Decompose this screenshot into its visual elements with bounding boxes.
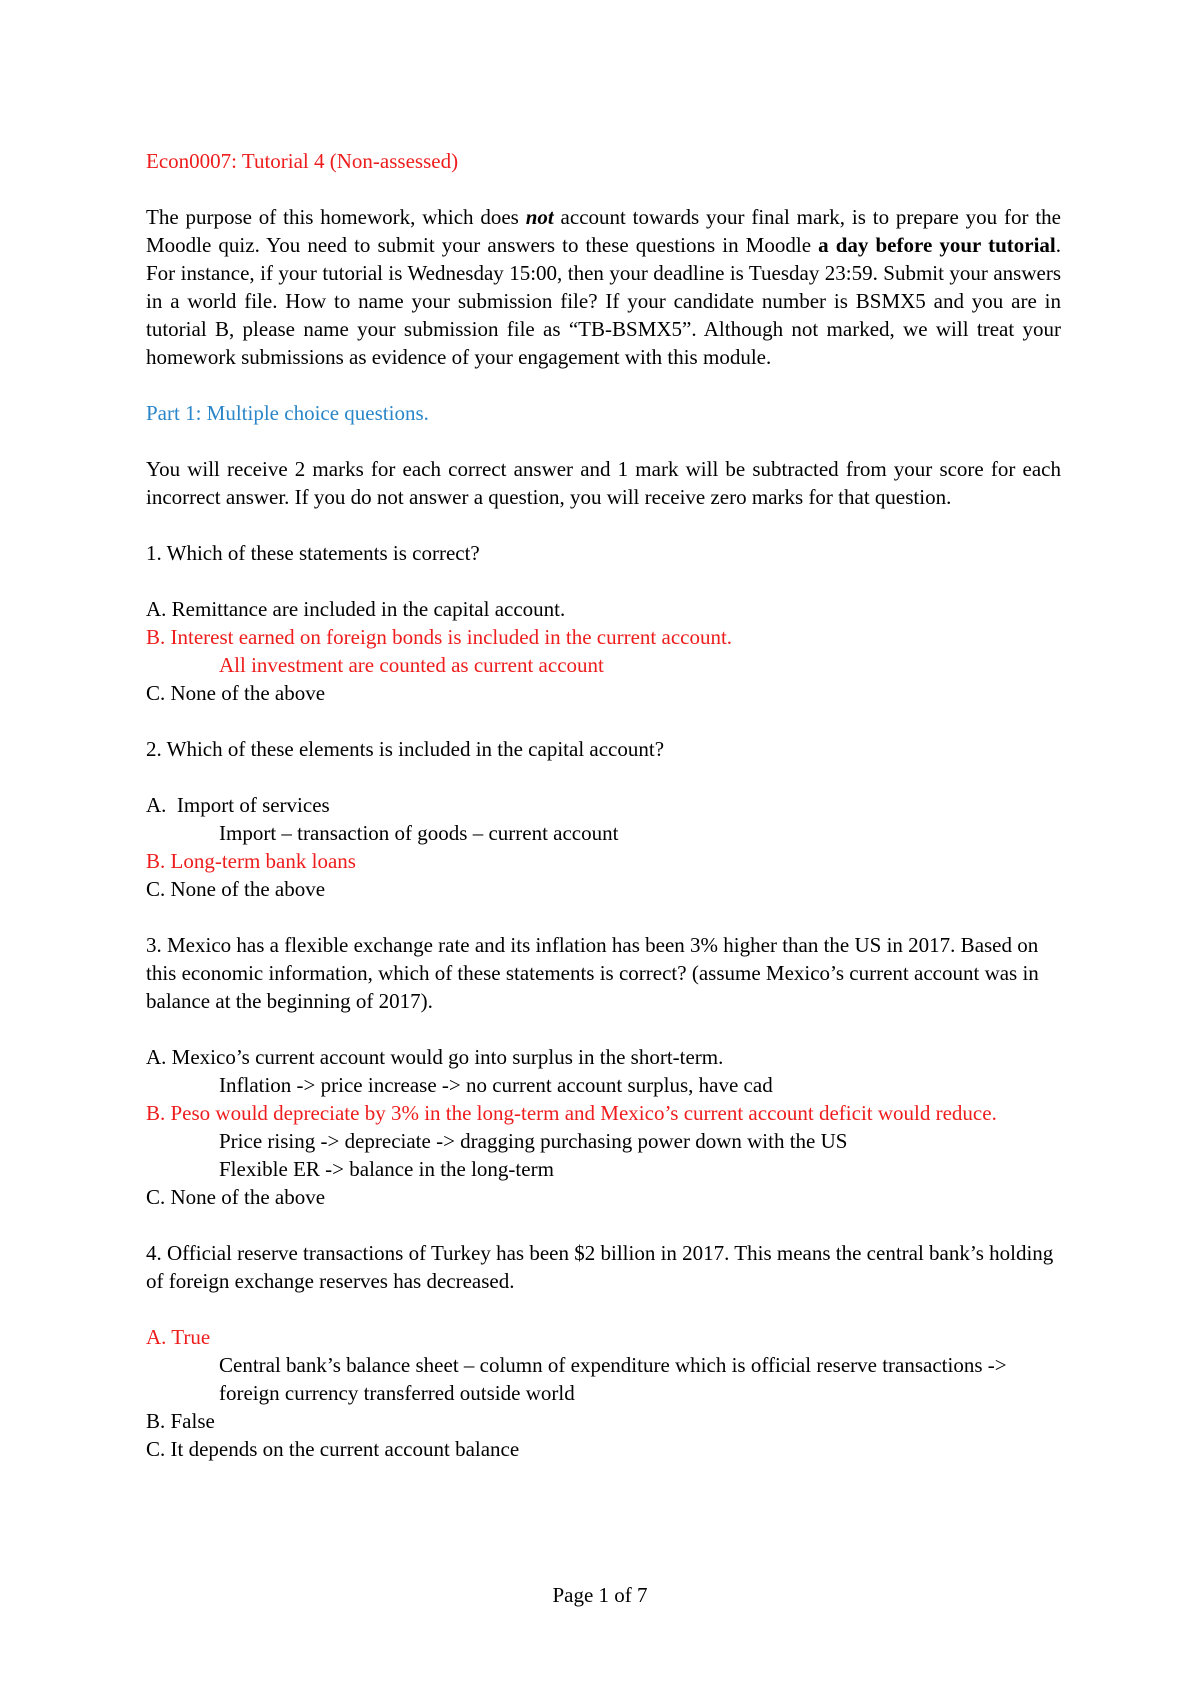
- q3-option-b-note-1: Price rising -> depreciate -> dragging purchasing power down with the US: [219, 1129, 848, 1153]
- intro-text-3: . For instance, if your tutorial is Wednesday 15:00, then your deadline is Tuesday 23:59. Submit your answers in a world file. How to name your submission file? If your candidate number is BSMX5 and you are in tutorial B, please name your submission file as “TB-BSMX5”. Although not marked, we will treat your homework submissions as evidence of your engagement with this module.: [146, 233, 1061, 369]
- q2-option-b: B. Long-term bank loans: [146, 849, 356, 873]
- q2-option-a: A. Import of services: [146, 793, 330, 817]
- intro-paragraph: [146, 203, 1061, 371]
- part1-heading: Part 1: Multiple choice questions.: [146, 401, 429, 425]
- question-3: 3. Mexico has a flexible exchange rate and its inflation has been 3% higher than the US in 2017. Based on this economic information, which of these statements is correct? (assume Mexico’s current account was in balance at the beginning of 2017).: [146, 933, 1039, 1013]
- q4-option-a: A. True: [146, 1325, 211, 1349]
- q4-option-c: C. It depends on the current account balance: [146, 1437, 520, 1461]
- question-2: 2. Which of these elements is included in the capital account?: [146, 737, 665, 761]
- scoring-paragraph: You will receive 2 marks for each correct answer and 1 mark will be subtracted from your score for each incorrect answer. If you do not answer a question, you will receive zero marks for that question.: [146, 457, 1061, 509]
- q4-option-a-note: Central bank’s balance sheet – column of expenditure which is official reserve transactions -> foreign currency transferred outside world: [219, 1353, 1007, 1405]
- page-number-footer: Page 1 of 7: [552, 1583, 648, 1607]
- q1-option-b: B. Interest earned on foreign bonds is included in the current account.: [146, 625, 733, 649]
- intro-bold: a day before your tutorial: [818, 233, 1056, 257]
- q4-option-b: B. False: [146, 1409, 215, 1433]
- q1-option-a: A. Remittance are included in the capital account.: [146, 597, 566, 621]
- q1-option-c: C. None of the above: [146, 681, 326, 705]
- q3-option-b: B. Peso would depreciate by 3% in the long-term and Mexico’s current account deficit would reduce.: [146, 1101, 997, 1125]
- q1-option-b-note: All investment are counted as current account: [219, 653, 604, 677]
- q2-option-a-note: Import – transaction of goods – current account: [219, 821, 619, 845]
- page-content: [146, 147, 1061, 1463]
- intro-text-2: account towards your final mark, is to prepare you for the Moodle quiz. You need to submit your answers to these questions in Moodle: [146, 205, 1061, 257]
- q3-option-c: C. None of the above: [146, 1185, 326, 1209]
- q3-option-a-note: Inflation -> price increase -> no current account surplus, have cad: [219, 1073, 773, 1097]
- q3-option-a: A. Mexico’s current account would go into surplus in the short-term.: [146, 1045, 724, 1069]
- question-1: 1. Which of these statements is correct?: [146, 541, 480, 565]
- question-4: 4. Official reserve transactions of Turkey has been $2 billion in 2017. This means the central bank’s holding of foreign exchange reserves has decreased.: [146, 1241, 1054, 1293]
- document-title: Econ0007: Tutorial 4 (Non-assessed): [146, 149, 459, 173]
- q3-option-b-note-2: Flexible ER -> balance in the long-term: [219, 1157, 554, 1181]
- q2-option-c: C. None of the above: [146, 877, 326, 901]
- intro-emphasis: not: [525, 205, 554, 229]
- intro-text-1: The purpose of this homework, which does: [146, 205, 526, 229]
